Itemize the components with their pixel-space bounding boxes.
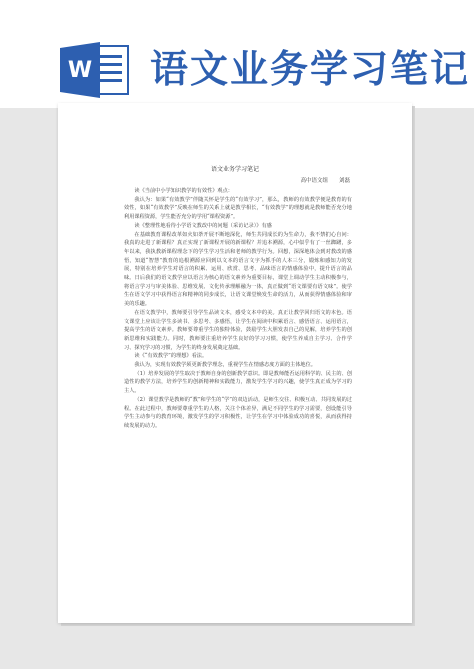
paragraph: 读《当前中小学知识教学的有效性》观点：: [134, 188, 233, 194]
document-heading: 语文业务学习笔记: [210, 166, 259, 173]
page-title: 语文业务学习笔记: [150, 47, 471, 91]
paragraph: （1）培养发展的学生取决于教师自身的创新教学意识。即是教师能否运用科学的、民主的、创造性的教学方法，培养学生的创新精神和实践能力，激发学生学习的兴趣，使学生真正成为学习的主人。: [124, 370, 352, 395]
paragraph: 读《“有效教学”的理想》看法。: [134, 353, 208, 360]
paragraph: （2）课堂教学是教师的“教”和学生的“学”的双边活动，是师生交往、积极互动、共同发展的过程。在此过程中，教师要尊重学生的人格，关注个体差异，满足不同学生的学习需要，创设能引导学生主动参与的教育环境，激发学生的学习积极性，让学生在学习中体验成功的喜悦，从而获得持续发展的动力。: [124, 396, 352, 429]
byline-text: 高中语文组 刘磊: [300, 178, 350, 184]
document-page: [58, 103, 412, 623]
paragraph: 我认为，实现有效教学须更新教学理念，重视学生在情感态度方面的主体地位。: [134, 362, 316, 369]
word-document-icon: [60, 42, 130, 98]
svg-text:W: W: [67, 58, 93, 83]
paragraph: 在语文教学中，教师要引导学生品读文本，感受文本中的美。真正让教学回归语文的本色。语文课堂上应该让学生多读书、多思考、多感悟，让学生在阅读中积累语言、感悟语言、运用语言，提高学生的语文素养。教师要尊重学生的独特体验，鼓励学生大胆发表自己的见解，培养学生的创新思维和实践能力。同时，教师要注重培养学生良好的学习习惯，使学生养成自主学习、合作学习、探究学习的习惯，为学生的终身发展奠定基础。: [124, 309, 352, 351]
document-body: [124, 187, 352, 431]
paragraph: 我认为：如果“有效教学”伴随关怀是学生的“有效学习”，那么，教师的有效教学便是教育的有效性，如果“有效教学”反映在师生的关系上就是教学相长，“有效教学”的理想就是教师能否充分地利用课程资源，学生能否充分的学用“课程资源”。: [124, 196, 352, 221]
header-banner: [0, 0, 474, 108]
paragraph: 读《整理性地看待小学语文教改中的问题（采访记录）》有感: [134, 222, 272, 229]
paragraph: 在基础教育课程改革如火如荼开展不断地深化，师生共同成长的为生命力，我不禁扪心自问：我真的走进了新课程？真正实现了新课程开展的新课程？并追本溯源，心中似乎有了一丝踟躇，多年以来，我执教新课程理念下的学生学习生活和老师的教学行为。回想，深深地体会到对教改的感悟，知道“智慧”教育的追根溯源应回到以文本的语言文字为抓手的人本三分，锻炼和感知力的发展，特别在培养学生对语言的积累、运用、欣赏、思考、品味语言的情感体验中，提升语言的品味。日后我们的语文教学应以语言为核心的语文素养为重要目标，课堂上调动学生主动积极参与，将语言学习与审美体验、思维发展、文化传承理解融为一体，真正做到“语文课要有语文味”。使学生在语文学习中获得语言和精神的同步成长，让语文课堂焕发生命的活力，从而获得情感体验和审美的乐趣。: [124, 231, 352, 308]
